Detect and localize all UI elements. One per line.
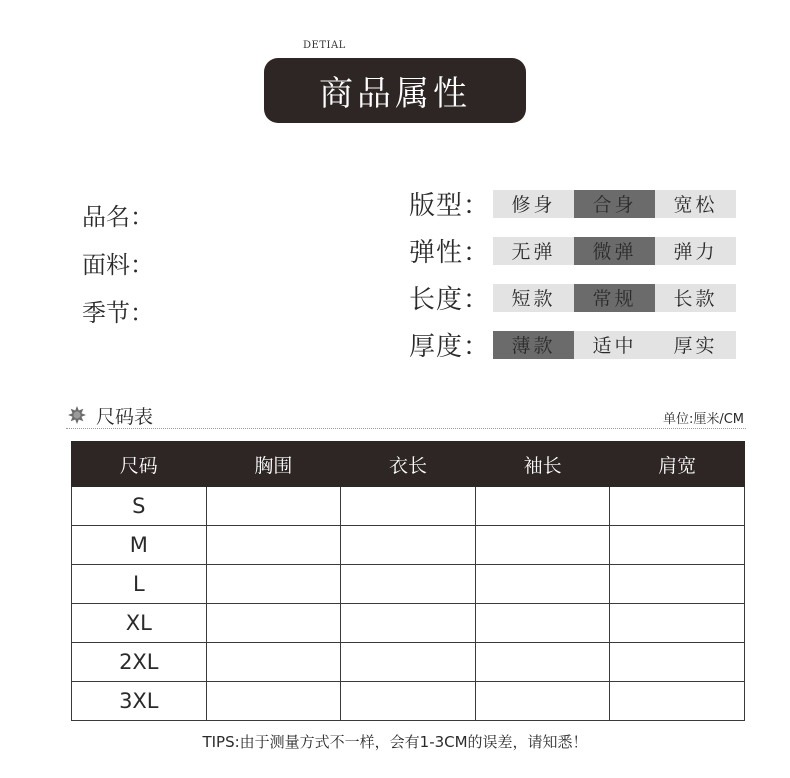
shoulder-cell	[610, 526, 745, 565]
chest-cell	[206, 604, 341, 643]
sleeve-cell	[475, 643, 610, 682]
table-header-row	[72, 442, 745, 487]
col-sleeve: 袖长	[475, 442, 610, 487]
option-no-stretch: 无弹	[493, 237, 574, 265]
size-cell: L	[72, 565, 207, 604]
size-chart-header	[66, 400, 746, 429]
measurement-tips: TIPS:由于测量方式不一样，会有1-3CM的误差，请知悉！	[202, 733, 588, 751]
page-title	[264, 58, 526, 123]
table-row	[72, 643, 745, 682]
attribute-label: 长度：	[409, 285, 491, 315]
attribute-length	[409, 274, 736, 321]
option-loose: 宽松	[655, 190, 736, 218]
chest-cell	[206, 487, 341, 526]
chest-cell	[206, 565, 341, 604]
size-cell: XL	[72, 604, 207, 643]
field-product-name: 品名：	[82, 203, 154, 231]
chest-cell	[206, 526, 341, 565]
option-medium: 适中	[574, 331, 655, 359]
attribute-elasticity	[409, 227, 736, 274]
length-cell	[341, 565, 476, 604]
attribute-label: 弹性：	[409, 238, 491, 268]
col-length: 衣长	[341, 442, 476, 487]
shoulder-cell	[610, 682, 745, 721]
sleeve-cell	[475, 682, 610, 721]
table-row	[72, 565, 745, 604]
attribute-rows	[409, 180, 736, 368]
basic-info-fields	[82, 197, 154, 341]
col-shoulder: 肩宽	[610, 442, 745, 487]
attribute-label: 厚度：	[409, 332, 491, 362]
sleeve-cell	[475, 604, 610, 643]
size-table	[71, 441, 745, 721]
length-cell	[341, 604, 476, 643]
size-chart-title: 尺码表	[96, 406, 154, 428]
size-cell: S	[72, 487, 207, 526]
option-regular-length: 常规	[574, 284, 655, 312]
table-row	[72, 487, 745, 526]
option-regular-fit: 合身	[574, 190, 655, 218]
table-row	[72, 604, 745, 643]
sun-badge-icon	[68, 406, 86, 424]
shoulder-cell	[610, 643, 745, 682]
size-cell: 3XL	[72, 682, 207, 721]
unit-label: 单位:厘米/CM	[662, 412, 744, 427]
table-row	[72, 682, 745, 721]
shoulder-cell	[610, 487, 745, 526]
size-cell: M	[72, 526, 207, 565]
option-stretch: 弹力	[655, 237, 736, 265]
attribute-label: 版型：	[409, 191, 491, 221]
shoulder-cell	[610, 565, 745, 604]
field-fabric: 面料：	[82, 251, 154, 279]
length-cell	[341, 643, 476, 682]
option-thick: 厚实	[655, 331, 736, 359]
attribute-thickness	[409, 321, 736, 368]
length-cell	[341, 487, 476, 526]
col-chest: 胸围	[206, 442, 341, 487]
shoulder-cell	[610, 604, 745, 643]
option-thin: 薄款	[493, 331, 574, 359]
table-row	[72, 526, 745, 565]
size-cell: 2XL	[72, 643, 207, 682]
chest-cell	[206, 643, 341, 682]
option-short: 短款	[493, 284, 574, 312]
option-slight-stretch: 微弹	[574, 237, 655, 265]
sleeve-cell	[475, 487, 610, 526]
sleeve-cell	[475, 526, 610, 565]
page-title-text: 商品属性	[319, 74, 471, 114]
field-season: 季节：	[82, 299, 154, 327]
length-cell	[341, 682, 476, 721]
detail-subtitle: DETIAL	[303, 40, 346, 51]
option-slim: 修身	[493, 190, 574, 218]
sleeve-cell	[475, 565, 610, 604]
attribute-fit	[409, 180, 736, 227]
col-size: 尺码	[72, 442, 207, 487]
length-cell	[341, 526, 476, 565]
option-long: 长款	[655, 284, 736, 312]
chest-cell	[206, 682, 341, 721]
